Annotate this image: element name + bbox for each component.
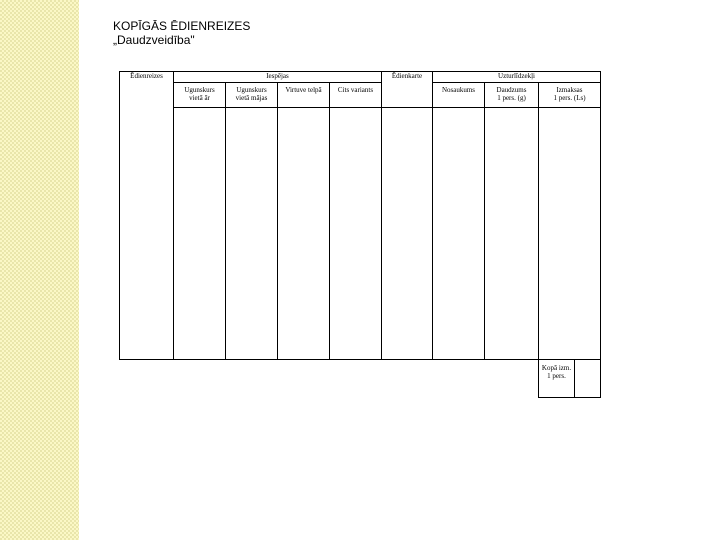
total-box-divider [574,359,575,398]
header-uzturlidzeklji: Uzturlīdzekļi [498,72,535,80]
subheader-daudzums: Daudzums 1 pers. (g) [496,86,527,102]
subheader-nosaukums: Nosaukums [441,86,476,94]
subheader-bottom-line [173,107,601,108]
col-line-3 [277,82,278,360]
subheader-cits-variants: Cits variants [337,86,374,94]
page-title [113,19,250,47]
total-box-bottom [538,397,601,398]
title-line-2: „Daudzveidība" [113,33,195,47]
total-box-top [538,359,601,360]
header-iespejas: Iespējas [266,72,289,80]
col-line-5 [381,71,382,360]
subheader-izmaksas: Izmaksas 1 pers. (Ls) [553,86,586,102]
col-line-2 [225,82,226,360]
table-border-left [119,71,120,360]
header-edienreizes: Ēdienreizes [130,72,163,80]
col-line-7 [484,82,485,360]
col-line-6 [432,71,433,360]
col-line-1 [173,71,174,360]
header-edienkarte: Ēdienkarte [391,72,423,80]
table-border-right [600,71,601,398]
subheader-ugunskurs-vieta-majas: Ugunskurs vietā mājas [235,86,268,102]
title-line-1: KOPĪGĀS ĒDIENREIZES [113,19,251,33]
total-cost-label: Kopā izm. 1 pers. [541,364,572,380]
header-divider-uzturlidzeklji [432,82,601,83]
col-line-4 [329,82,330,360]
decorative-side-pattern [0,0,79,540]
subheader-virtuve-telpa: Virtuve telpā [285,86,322,94]
subheader-ugunskurs-vieta-ar: Ugunskurs vietā ār [184,86,215,102]
col-line-8 [538,82,539,398]
